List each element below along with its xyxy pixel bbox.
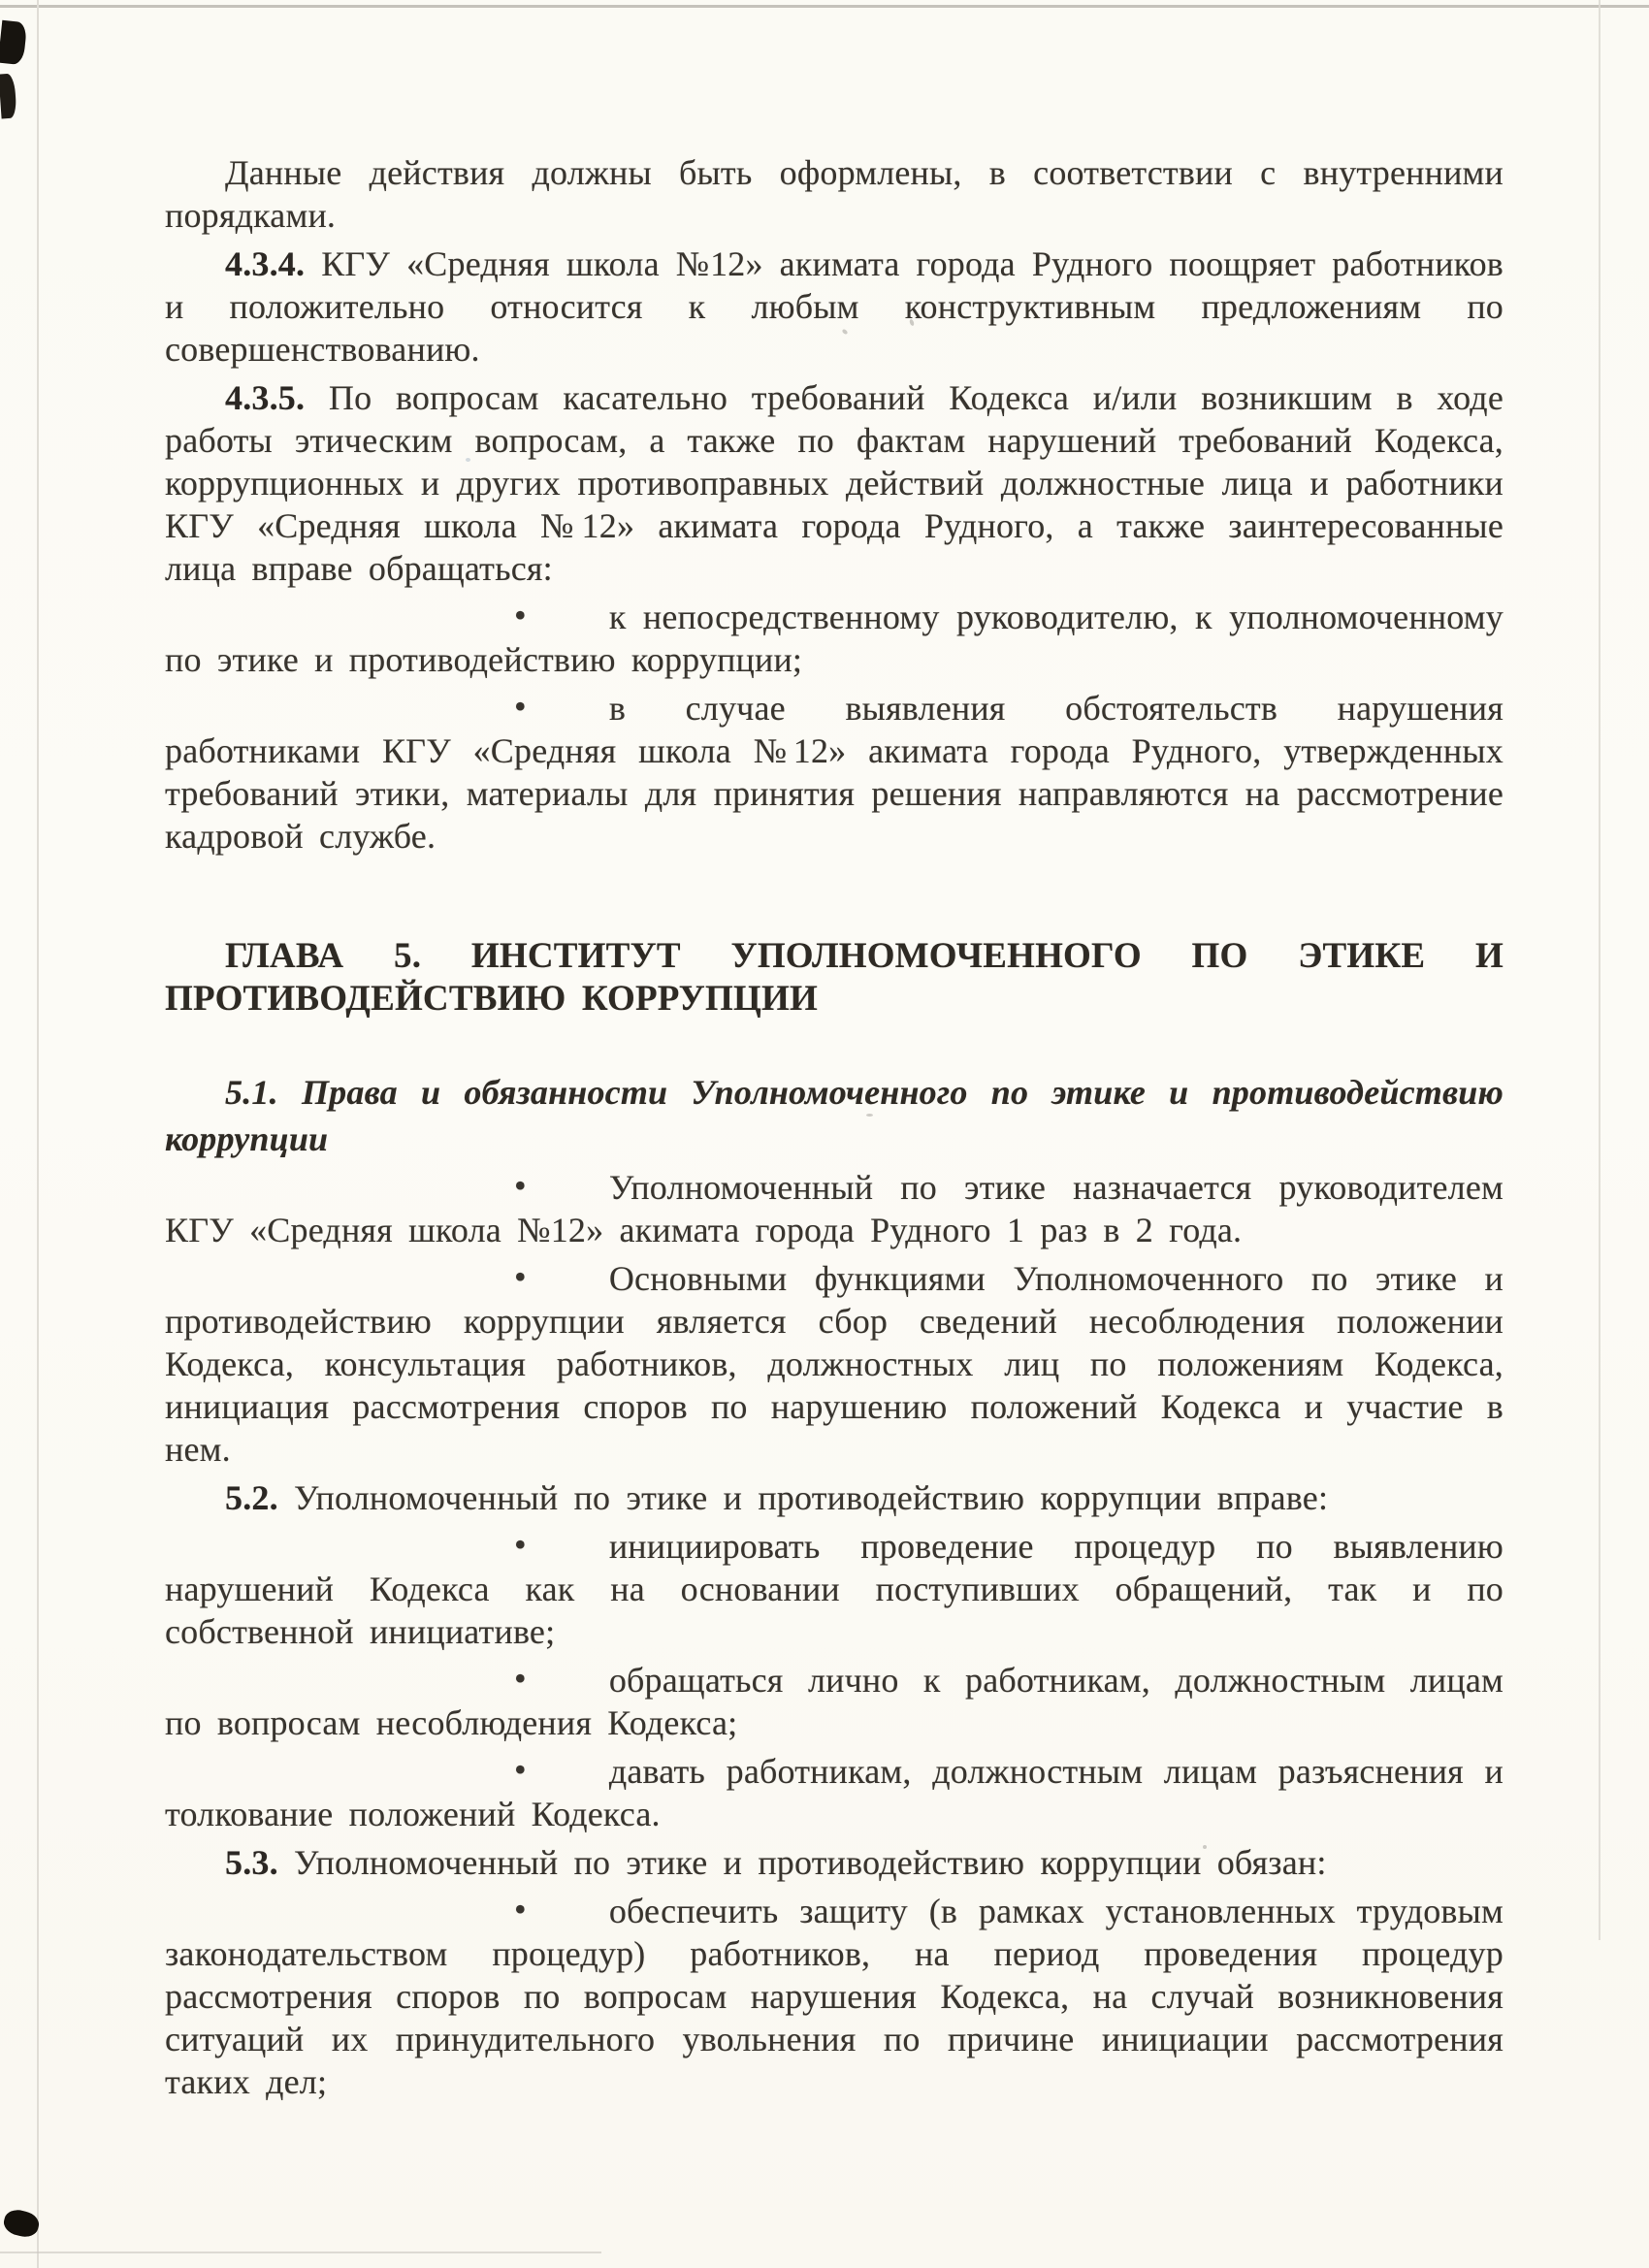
scan-edge-left (37, 0, 39, 2268)
bullet-icon: • (514, 1659, 527, 1698)
scan-edge-right (1599, 0, 1600, 1940)
clause-4-3-4 (165, 243, 1504, 371)
clause-number: 4.3.4. (225, 244, 306, 283)
chapter-5-heading: ГЛАВА 5. ИНСТИТУТ УПОЛНОМОЧЕННОГО ПО ЭТИКЕ И ПРОТИВОДЕЙСТВИЮ КОРРУПЦИИ (165, 936, 1504, 1019)
bullet-ensure-protection (165, 1890, 1504, 2103)
bullet-text: давать работникам, должностным лицам разъяснения и толкование положений Кодекса. (165, 1752, 1504, 1833)
bullet-text: в случае выявления обстоятельств нарушения работниками КГУ «Средняя школа №12» акимата города Рудного, утвержденных требований этики, материалы для принятия решения направляются на рассмотрение кадровой службе. (165, 689, 1504, 856)
bullet-text: обеспечить защиту (в рамках установленных трудовым законодательством процедур) работников, на период проведения процедур рассмотрения споров по вопросам нарушения Кодекса, на случай возникновения ситуаций их принудительного увольнения по причине инициации рассмотрения таких дел; (165, 1892, 1504, 2101)
bullet-text: Уполномоченный по этике назначается руководителем КГУ «Средняя школа №12» акимата города Рудного 1 раз в 2 года. (165, 1168, 1504, 1249)
bullet-give-explanations (165, 1750, 1504, 1835)
bullet-contact-personally (165, 1659, 1504, 1744)
bullet-text: обращаться лично к работникам, должностным лицам по вопросам несоблюдения Кодекса; (165, 1661, 1504, 1742)
bullet-appeal-violation-materials (165, 687, 1504, 858)
bullet-icon: • (514, 1525, 527, 1564)
scan-artifact-mark (0, 73, 17, 118)
bullet-commissioner-appointment (165, 1166, 1504, 1251)
scan-artifact-mark (1, 2207, 41, 2240)
scan-edge-top (0, 5, 1649, 8)
bullet-icon: • (514, 687, 527, 726)
bullet-text: Основными функциями Уполномоченного по этике и противодействию коррупции является сбор сведений несоблюдения положении Кодекса, консультация работников, должностных лиц по положениям Кодекса, инициация рассмотрения споров по нарушению положений Кодекса и участие в нем. (165, 1259, 1504, 1469)
clause-text: Уполномоченный по этике и противодействию коррупции обязан: (294, 1843, 1327, 1882)
clause-text: Уполномоченный по этике и противодействию коррупции вправе: (294, 1478, 1329, 1517)
section-5-1-heading: 5.1. Права и обязанности Уполномоченного по этике и противодействию коррупции (165, 1073, 1504, 1158)
clause-5-3 (165, 1841, 1504, 1884)
bullet-text: инициировать проведение процедур по выявлению нарушений Кодекса как на основании поступивших обращений, так и по собственной инициативе; (165, 1527, 1504, 1651)
bullet-icon: • (514, 596, 527, 634)
clause-4-3-5 (165, 376, 1504, 590)
scan-artifact-mark (0, 20, 27, 65)
bullet-text: к непосредственному руководителю, к уполномоченному по этике и противодействию коррупции; (165, 598, 1504, 679)
bullet-appeal-supervisor (165, 596, 1504, 681)
clause-number: 5.3. (225, 1843, 278, 1882)
bullet-icon: • (514, 1257, 527, 1296)
bullet-initiate-procedures (165, 1525, 1504, 1653)
bullet-commissioner-main-functions (165, 1257, 1504, 1471)
paragraph-internal-procedures: Данные действия должны быть оформлены, в соответствии с внутренними порядками. (165, 153, 1504, 235)
scan-edge-bottom (0, 2252, 601, 2253)
clause-text: КГУ «Средняя школа №12» акимата города Рудного поощряет работников и положительно относится к любым конструктивным предложениям по совершенствованию. (165, 244, 1504, 369)
bullet-icon: • (514, 1890, 527, 1928)
document-text (165, 151, 1504, 2109)
clause-number: 5.2. (225, 1478, 278, 1517)
clause-text: По вопросам касательно требований Кодекса и/или возникшим в ходе работы этическим вопросам, а также по фактам нарушений требований Кодекса, коррупционных и других противоправных действий должностные лица и работники КГУ «Средняя школа №12» акимата города Рудного, а также заинтересованные лица вправе обращаться: (165, 378, 1504, 588)
clause-number: 4.3.5. (225, 378, 306, 417)
bullet-icon: • (514, 1750, 527, 1789)
bullet-icon: • (514, 1166, 527, 1205)
clause-5-2 (165, 1476, 1504, 1519)
